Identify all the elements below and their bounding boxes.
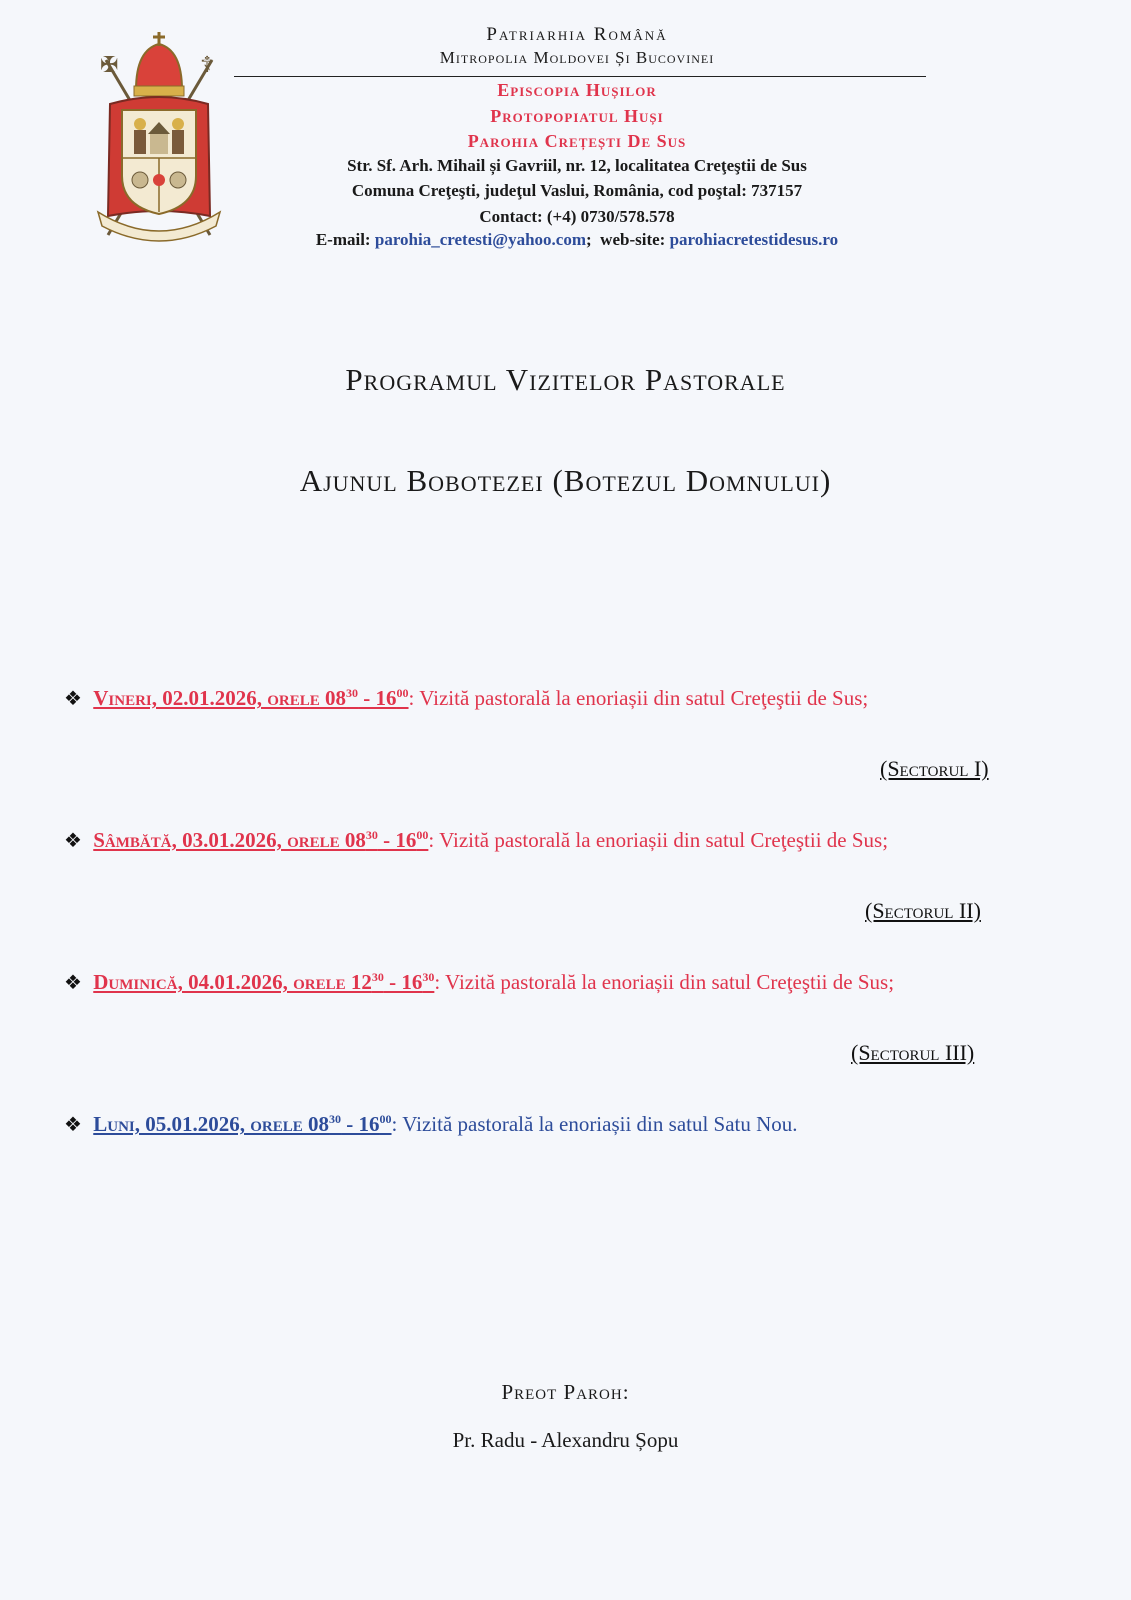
contact-links: [232, 230, 922, 250]
header-divider: [234, 76, 926, 77]
program-description: Vizită pastorală la enoriașii din satul Creţeştii de Sus;: [414, 686, 869, 710]
diocese-crest-icon: [92, 30, 226, 248]
sector-label: (Sectorul III): [851, 1040, 975, 1065]
parish-name: Parohia Crețești De Sus: [467, 131, 687, 151]
page-title: Programul Vizitelor Pastorale: [345, 362, 786, 397]
program-description: Vizită pastorală la enoriașii din satul Creţeştii de Sus;: [434, 828, 889, 852]
diocese-name: Episcopia Hușilor: [497, 80, 657, 100]
address-line-2: Comuna Creţeşti, judeţul Vaslui, România, cod poştal: 737157: [351, 181, 803, 200]
program-item: ❖ Vineri, 02.01.2026, orele $08^{30} - 16^{00}$: Vizită pastorală la enoriașii din satul Creţeştii de Sus;: [64, 686, 869, 710]
email-label: E-mail:: [315, 230, 371, 249]
signature-name: Pr. Radu - Alexandru Șopu: [452, 1428, 679, 1452]
svg-text:✠: ✠: [100, 52, 119, 77]
page-subtitle: Ajunul Bobotezei (Botezul Domnului): [299, 463, 832, 498]
bullet-icon: ❖: [64, 972, 82, 994]
sector-label: (Sectorul II): [865, 898, 981, 923]
contact-phone: Contact: (+4) 0730/578.578: [479, 207, 675, 226]
address-line-1: Str. Sf. Arh. Mihail și Gavriil, nr. 12, localitatea Creţeştii de Sus: [347, 156, 807, 175]
sector-label: (Sectorul I): [880, 756, 989, 781]
bullet-icon: ❖: [64, 688, 82, 710]
patriarchate-name: Patriarhia Română: [486, 24, 668, 45]
website-link[interactable]: parohiacretestidesus.ro: [669, 230, 839, 249]
metropolis-name: Mitropolia Moldovei Și Bucovinei: [439, 48, 715, 67]
email-link[interactable]: parohia_cretesti@yahoo.com: [374, 230, 586, 249]
program-datetime: Vineri, 02.01.2026, orele $08^{30} - 16^{00}$: [93, 686, 409, 710]
bullet-icon: ❖: [64, 1114, 82, 1136]
bullet-icon: ❖: [64, 830, 82, 852]
program-item: ❖ Luni, 05.01.2026, orele $08^{30} - 16^{00}$: Vizită pastorală la enoriașii din satul Satu Nou.: [64, 1112, 798, 1136]
web-label: web-site:: [600, 230, 666, 249]
program-item: ❖ Duminică, 04.01.2026, orele $12^{30} - 16^{30}$: Vizită pastorală la enoriașii din satul Creţeştii de Sus;: [64, 970, 895, 994]
program-description: Vizită pastorală la enoriașii din satul Satu Nou.: [397, 1112, 798, 1136]
deanery-name: Protopopiatul Huși: [490, 106, 664, 126]
signature-role: Preot Paroh:: [501, 1380, 630, 1404]
separator: ;: [586, 230, 592, 249]
program-datetime: Luni, 05.01.2026, orele $08^{30} - 16^{00}$: [93, 1112, 392, 1136]
program-datetime: Sâmbătă, 03.01.2026, orele $08^{30} - 16^{00}$: [93, 828, 429, 852]
svg-text:☦: ☦: [200, 52, 215, 77]
program-description: Vizită pastorală la enoriașii din satul Creţeştii de Sus;: [440, 970, 895, 994]
program-item: ❖ Sâmbătă, 03.01.2026, orele $08^{30} - 16^{00}$: Vizită pastorală la enoriașii din satul Creţeştii de Sus;: [64, 828, 889, 852]
program-datetime: Duminică, 04.01.2026, orele $12^{30} - 16^{30}$: [93, 970, 435, 994]
